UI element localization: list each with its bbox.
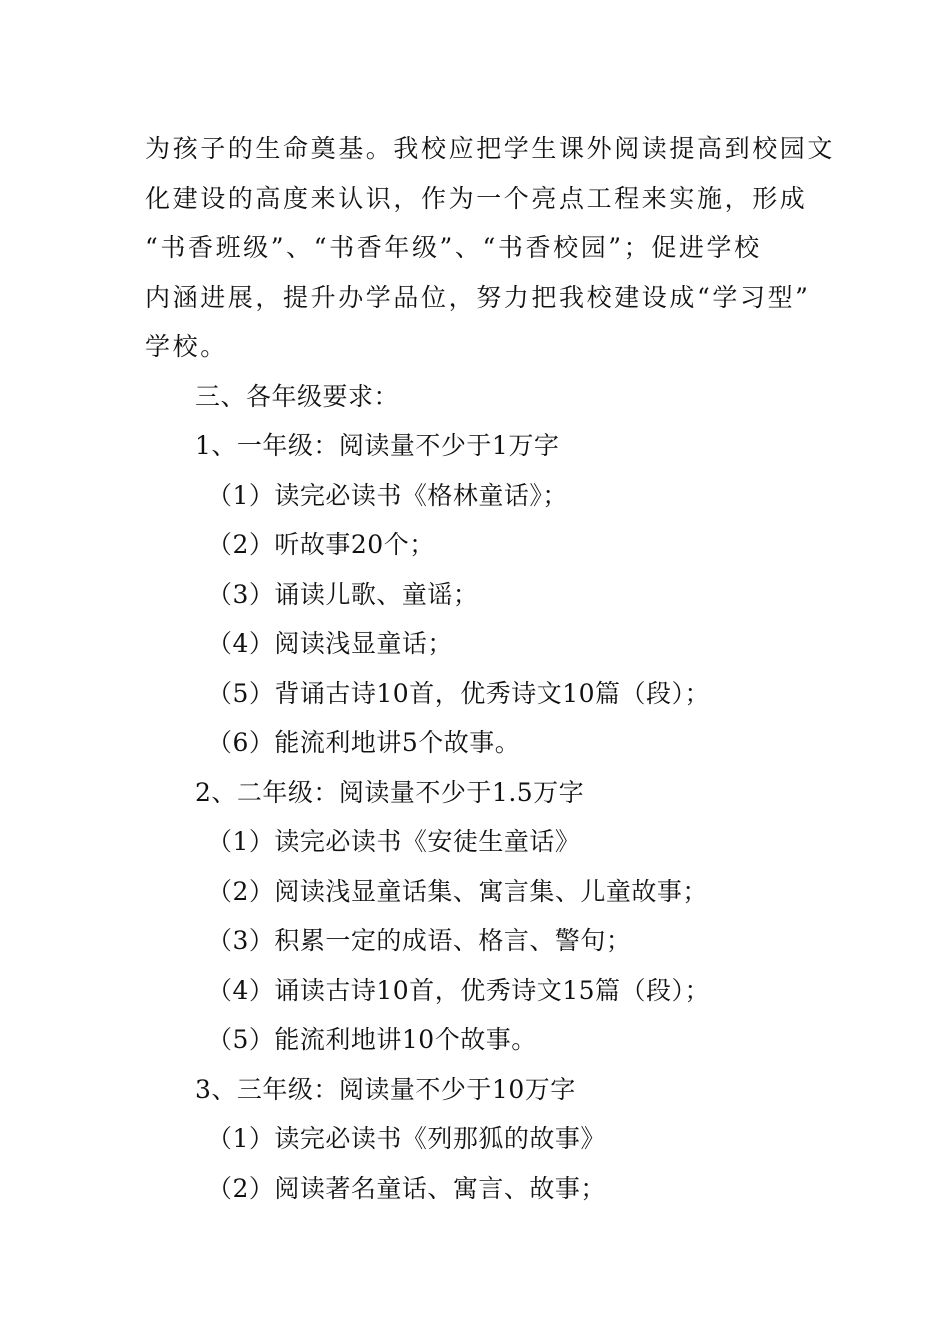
grade-heading: 2、二年级：阅读量不少于1.5万字 [195,777,585,807]
grade-block-1 [145,421,810,768]
list-item: （2）听故事20个； [207,530,435,559]
list-item: （4）阅读浅显童话； [207,629,453,658]
list-item: （6）能流利地讲5个故事。 [207,728,521,757]
list-item: （1）读完必读书《安徒生童话》 [207,827,581,856]
list-item: （5）能流利地讲10个故事。 [207,1025,537,1054]
paragraph-line: 化建设的高度来认识，作为一个亮点工程来实施，形成 [145,183,808,213]
paragraph-line: 学校。 [145,332,228,361]
paragraph-line: 内涵进展，提升办学品位，努力把我校建设成“学习型” [145,282,811,312]
list-item: （3）诵读儿歌、童谣； [207,579,479,609]
list-item: （2）阅读浅显童话集、寓言集、儿童故事； [207,876,708,906]
document-body [145,124,836,1213]
section-heading: 三、各年级要求： [195,381,400,411]
grade-heading: 3、三年级：阅读量不少于10万字 [195,1074,576,1104]
paragraph-line: “书香班级”、“书香年级”、“书香校园”；促进学校 [145,233,762,262]
grade-block-2 [145,768,810,1065]
list-item: （5）背诵古诗10首，优秀诗文10篇（段）； [207,678,711,708]
list-item: （1）读完必读书《格林童话》； [207,480,568,510]
list-item: （2）阅读著名童话、寓言、故事； [207,1173,606,1203]
grade-heading: 1、一年级：阅读量不少于1万字 [195,431,560,460]
list-item: （4）诵读古诗10首，优秀诗文15篇（段）； [207,975,711,1005]
list-item: （3）积累一定的成语、格言、警句； [207,926,632,955]
intro-paragraph [145,124,836,372]
grade-block-3 [145,1065,810,1214]
paragraph-line: 为孩子的生命奠基。我校应把学生课外阅读提高到校园文 [145,134,836,163]
list-item: （1）读完必读书《列那狐的故事》 [207,1124,606,1153]
